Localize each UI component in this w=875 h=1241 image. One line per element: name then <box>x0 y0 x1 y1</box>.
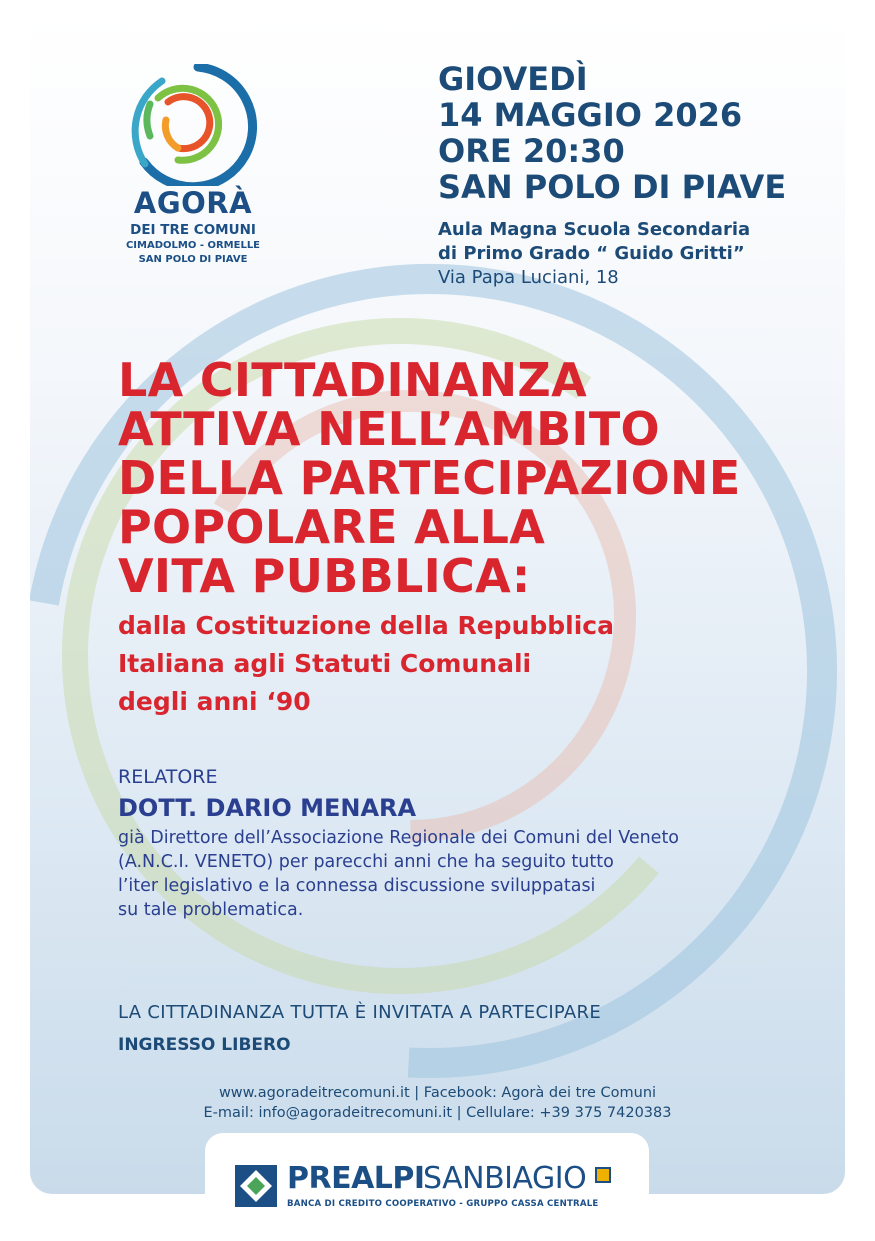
venue-line1: Aula Magna Scuola Secondaria <box>438 219 751 240</box>
speaker-bio-line: l’iter legislativo e la connessa discussione sviluppatasi <box>118 876 596 896</box>
agora-logo <box>118 64 278 274</box>
speaker-name: DOTT. DARIO MENARA <box>118 794 417 822</box>
free-entry-label: INGRESSO LIBERO <box>118 1035 291 1055</box>
event-date: 14 MAGGIO 2026 <box>438 96 743 134</box>
speaker-bio-line: (A.N.C.I. VENETO) per parecchi anni che ha seguito tutto <box>118 852 614 872</box>
sponsor-tagline: BANCA DI CREDITO COOPERATIVO - GRUPPO CASSA CENTRALE <box>287 1199 599 1209</box>
title-line: ATTIVA NELL’AMBITO <box>118 402 660 456</box>
event-day: GIOVEDÌ <box>438 60 588 98</box>
sponsor-banner <box>205 1133 649 1241</box>
concentric-rings-logo-icon <box>120 64 266 186</box>
venue-line2: di Primo Grado “ Guido Gritti” <box>438 243 745 264</box>
speaker-bio-line: già Direttore dell’Associazione Regionale dei Comuni del Veneto <box>118 828 680 848</box>
event-time: ORE 20:30 <box>438 132 625 170</box>
speaker-label: RELATORE <box>118 766 218 788</box>
event-city: SAN POLO DI PIAVE <box>438 168 787 206</box>
title-line: VITA PUBBLICA: <box>118 549 531 603</box>
subtitle-line: Italiana agli Statuti Comunali <box>118 649 532 678</box>
sponsor-square-icon <box>595 1167 611 1183</box>
contact-email-phone: E-mail: info@agoradeitrecomuni.it | Cellulare: +39 375 7420383 <box>203 1105 672 1121</box>
speaker-bio-line: su tale problematica. <box>118 900 304 920</box>
sponsor-name-sanbiagio: SANBIAGIO <box>423 1161 587 1196</box>
venue-address: Via Papa Luciani, 18 <box>438 267 619 288</box>
title-line: POPOLARE ALLA <box>118 500 546 554</box>
subtitle-line: dalla Costituzione della Repubblica <box>118 611 614 640</box>
bank-diamond-logo-icon <box>235 1165 277 1207</box>
sponsor-name-prealpi: PREALPI <box>287 1161 425 1196</box>
subtitle-line: degli anni ‘90 <box>118 687 311 716</box>
event-poster <box>30 16 845 1194</box>
contact-website-facebook: www.agoradeitrecomuni.it | Facebook: Agorà dei tre Comuni <box>218 1085 657 1101</box>
logo-subtitle: DEI TRE COMUNI <box>130 222 256 238</box>
logo-towns-line1: CIMADOLMO - ORMELLE <box>125 240 261 251</box>
invitation-line: LA CITTADINANZA TUTTA È INVITATA A PARTECIPARE <box>118 1002 602 1023</box>
title-line: LA CITTADINANZA <box>118 353 587 407</box>
logo-towns-line2: SAN POLO DI PIAVE <box>138 254 248 265</box>
logo-name: AGORÀ <box>133 186 253 220</box>
title-line: DELLA PARTECIPAZIONE <box>118 451 741 505</box>
